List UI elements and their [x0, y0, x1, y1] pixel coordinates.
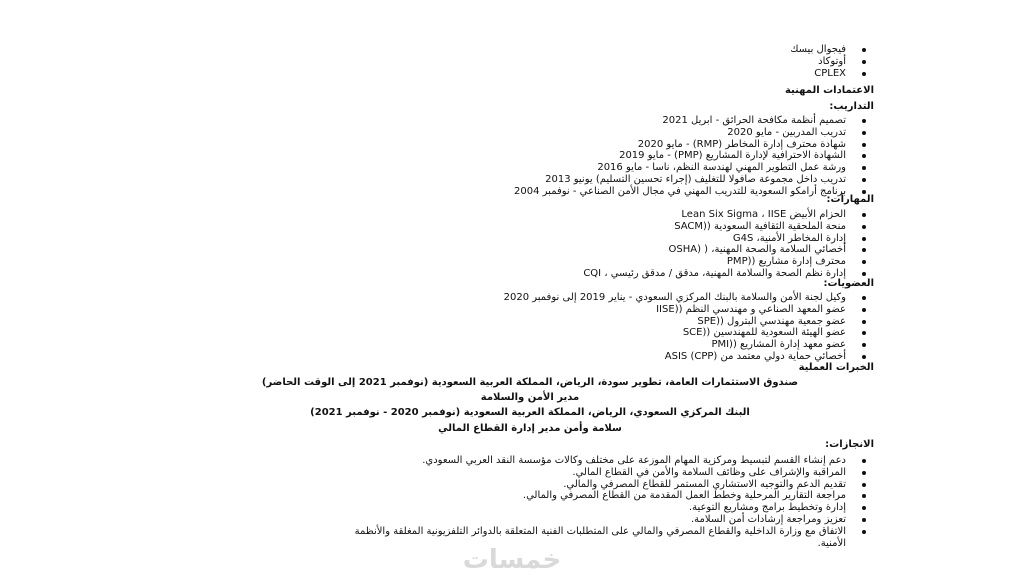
list-item-continuation: الأمنية.: [817, 537, 846, 549]
experience-org: البنك المركزي السعودي، الرياض، المملكة العربية السعودية (نوفمبر 2020 - نوفمبر 2021): [310, 407, 750, 418]
list-item: فيجوال بيسك: [114, 44, 874, 56]
list-item: المراقبة والإشراف على وظائف السلامة والأمن في القطاع المالي.: [114, 467, 874, 479]
memberships-list: [114, 292, 874, 363]
list-item: أوتوكاد: [114, 56, 874, 68]
skills-section: [114, 209, 874, 280]
list-item: تدريب داخل مجموعة صافولا للتغليف (إجراء تحسين التسليم) يونيو 2013: [114, 174, 874, 186]
list-item: تقديم الدعم والتوجيه الاستشاري المستمر للقطاع المصرفي والمالي.: [114, 479, 874, 491]
software-list: [114, 44, 874, 79]
list-item: عضو معهد إدارة المشاريع ((PMI: [114, 339, 874, 351]
list-item: أخصائي السلامة والصحة المهنية، ( (OSHA: [114, 244, 874, 256]
experience-role: مدير الأمن والسلامة: [480, 392, 580, 403]
list-item: الاتفاق مع وزارة الداخلية والقطاع المصرفي والمالي على المتطلبات الفنية المتعلقة بالدوائر التلفزيونية المغلقة والأنظمة: [114, 526, 874, 538]
list-item: عضو المعهد الصناعي و مهندسي النظم ((IISE: [114, 304, 874, 316]
trainings-section: [114, 115, 874, 198]
list-item: الحزام الأبيض Lean Six Sigma ، IISE: [114, 209, 874, 221]
list-item: تصميم أنظمة مكافحة الحرائق - ابريل 2021: [114, 115, 874, 127]
list-item: إدارة وتخطيط برامج ومشاريع التوعية.: [114, 502, 874, 514]
list-item: أخصائي حماية دولي معتمد من (ASIS (CPP: [114, 351, 874, 363]
achievements-section: [114, 455, 874, 549]
list-item: إدارة المخاطر الأمنية، G4S: [114, 233, 874, 245]
list-item: تعزيز ومراجعة إرشادات أمن السلامة.: [114, 514, 874, 526]
trainings-list: [114, 115, 874, 198]
list-item: مراجعة التقارير المرحلية وخطط العمل المقدمة من القطاع المصرفي والمالي.: [114, 490, 874, 502]
achievements-heading: الانجازات:: [825, 439, 874, 450]
experience-heading: الخبرات العملية: [798, 362, 874, 373]
list-item: ورشة عمل التطوير المهني لهندسة النظم، ناسا - مايو 2016: [114, 162, 874, 174]
list-item: تدريب المدربين - مايو 2020: [114, 127, 874, 139]
memberships-heading: العضويات:: [823, 278, 874, 289]
achievements-list: [114, 455, 874, 549]
software-section: [114, 44, 874, 79]
experience-org: صندوق الاستثمارات العامة، تطوير سودة، الرياض، المملكة العربية السعودية (نوفمبر 2021 إلى الوقت الحاضر): [261, 377, 799, 388]
list-item: برنامج أرامكو السعودية للتدريب المهني في مجال الأمن الصناعي - نوفمبر 2004: [114, 186, 874, 198]
list-item: عضو جمعية مهندسي البترول ((SPE: [114, 316, 874, 328]
memberships-section: [114, 292, 874, 363]
experience-role: سلامة وأمن مدير إدارة القطاع المالي: [438, 423, 622, 434]
skills-heading: المهارات:: [826, 194, 874, 205]
list-item: إدارة نظم الصحة والسلامة المهنية، مدقق / مدقق رئيسي ، CQI: [114, 268, 874, 280]
list-item: محترف إدارة مشاريع ((PMP: [114, 256, 874, 268]
trainings-heading: التداريب:: [829, 101, 874, 112]
list-item: وكيل لجنة الأمن والسلامة بالبنك المركزي السعودي - يناير 2019 إلى نوفمبر 2020: [114, 292, 874, 304]
skills-list: [114, 209, 874, 280]
list-item: CPLEX: [114, 68, 874, 80]
credentials-heading: الاعتمادات المهنية: [784, 85, 874, 96]
list-item: شهادة محترف إدارة المخاطر (RMP) - مايو 2020: [114, 139, 874, 151]
list-item: الشهادة الاحترافية لإدارة المشاريع (PMP) - مايو 2019: [114, 150, 874, 162]
watermark-logo: خمسات: [462, 545, 562, 575]
list-item: منحة الملحقية الثقافية السعودية ((SACM: [114, 221, 874, 233]
list-item: دعم إنشاء القسم لتبسيط ومركزية المهام الموزعة على مختلف وكالات مؤسسة النقد العربي السعودي.: [114, 455, 874, 467]
list-item: عضو الهيئة السعودية للمهندسين ((SCE: [114, 327, 874, 339]
